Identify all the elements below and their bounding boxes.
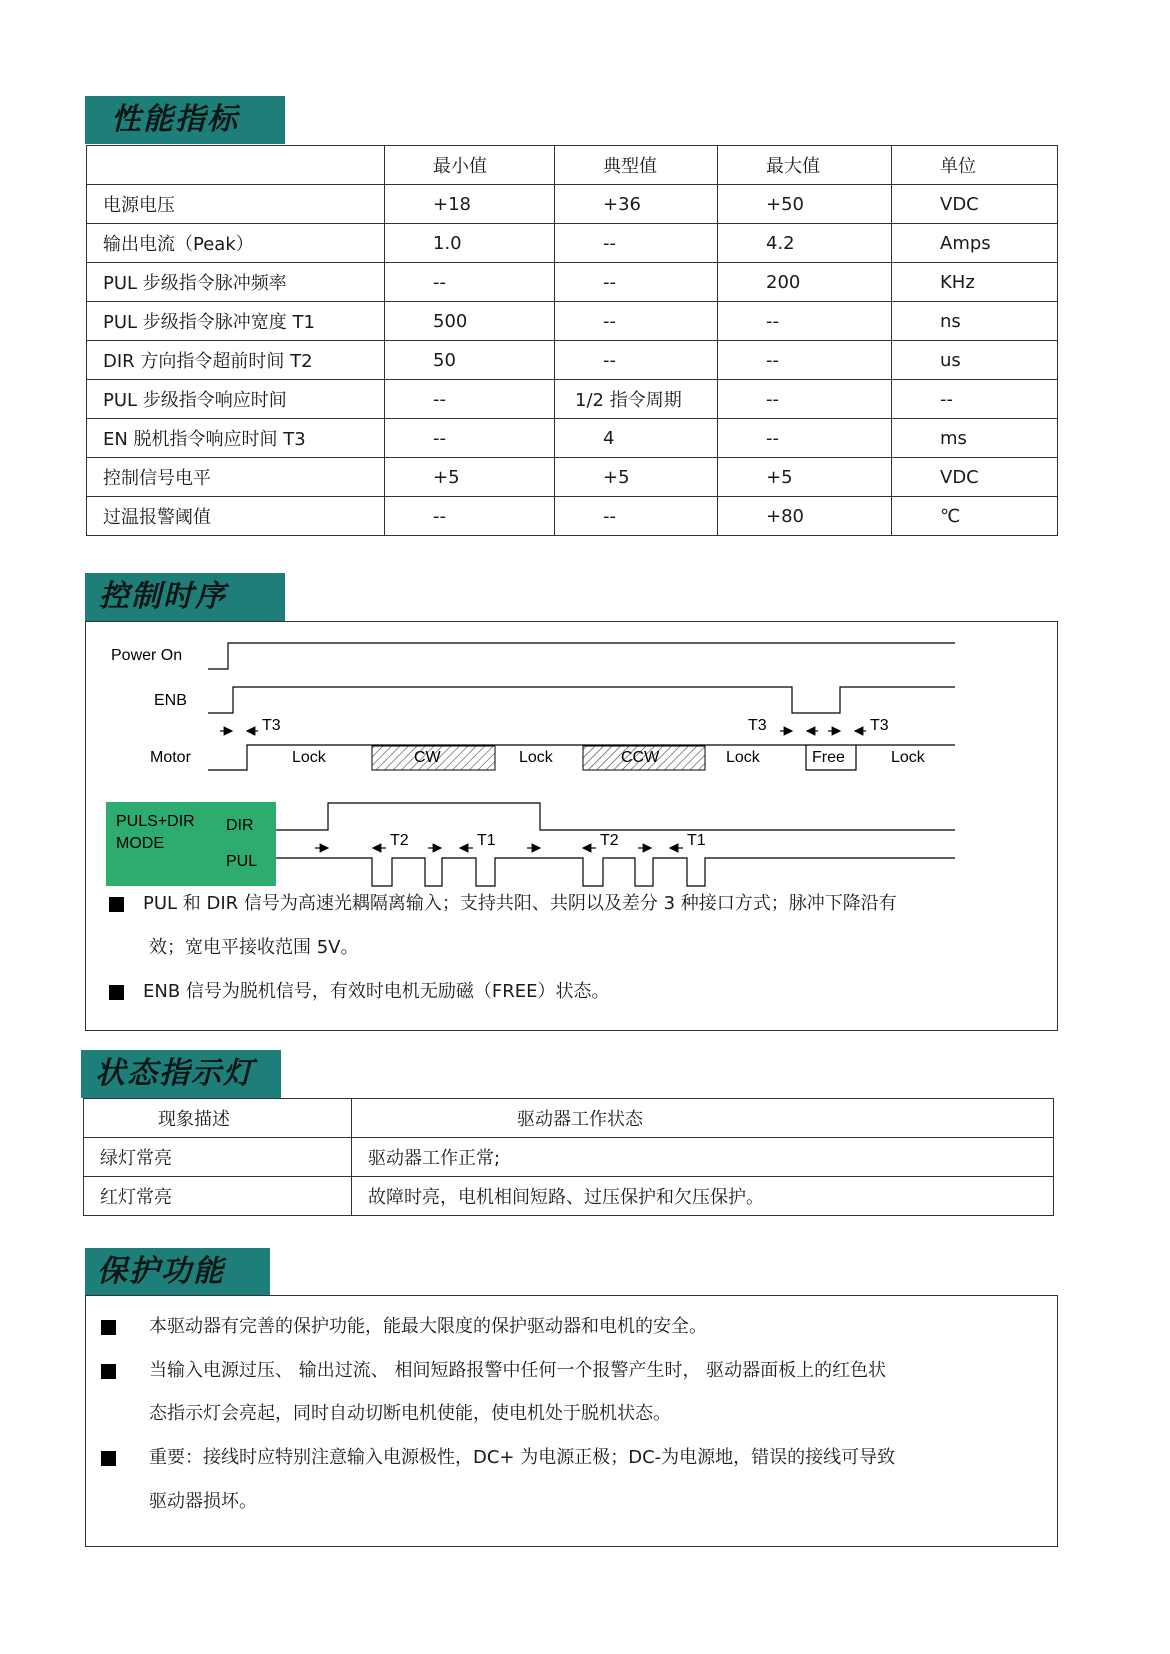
t2-label: T2 <box>390 832 409 849</box>
table-cell: -- <box>555 341 718 380</box>
power-on-label: Power On <box>111 647 183 664</box>
table-cell: KHz <box>892 263 1058 302</box>
free-label: Free <box>812 749 845 766</box>
table-cell: 1/2 指令周期 <box>555 380 718 419</box>
table-cell: -- <box>718 341 892 380</box>
table-cell: +5 <box>555 458 718 497</box>
table-cell: -- <box>555 497 718 536</box>
protection-text: 当输入电源过压、 输出过流、 相间短路报警中任何一个报警产生时， 驱动器面板上的红色状 <box>149 1360 887 1381</box>
section-title-indicator: 状态指示灯 <box>81 1050 281 1098</box>
table-cell: DIR 方向指令超前时间 T2 <box>87 341 385 380</box>
indicator-table <box>83 1098 1054 1216</box>
section-title-protection: 保护功能 <box>85 1248 270 1296</box>
t2-label: T2 <box>600 832 619 849</box>
table-cell: ns <box>892 302 1058 341</box>
table-cell: -- <box>385 263 555 302</box>
protection-text: 态指示灯会亮起，同时自动切断电机使能，使电机处于脱机状态。 <box>149 1403 671 1424</box>
header-cell: 最小值 <box>385 146 555 185</box>
table-cell: us <box>892 341 1058 380</box>
table-cell: 1.0 <box>385 224 555 263</box>
table-cell: +5 <box>385 458 555 497</box>
table-cell: -- <box>385 380 555 419</box>
table-header-row <box>84 1099 1054 1138</box>
table-cell: EN 脱机指令响应时间 T3 <box>87 419 385 458</box>
table-cell: -- <box>892 380 1058 419</box>
lock-label: Lock <box>891 749 925 766</box>
table-cell: ms <box>892 419 1058 458</box>
table-cell: 红灯常亮 <box>84 1177 352 1216</box>
table-cell: -- <box>718 302 892 341</box>
enb-label: ENB <box>154 692 187 709</box>
bullet-icon <box>101 1320 116 1335</box>
table-cell: 200 <box>718 263 892 302</box>
timing-note: PUL 和 DIR 信号为高速光耦隔离输入；支持共阳、共阴以及差分 3 种接口方式；脉冲下降沿有 <box>143 893 897 914</box>
table-cell: +18 <box>385 185 555 224</box>
table-cell: 过温报警阈值 <box>87 497 385 536</box>
t3-label: T3 <box>262 717 281 734</box>
bullet-icon <box>109 985 124 1000</box>
table-cell: +80 <box>718 497 892 536</box>
timing-note: ENB 信号为脱机信号，有效时电机无励磁（FREE）状态。 <box>143 981 610 1002</box>
table-cell: +36 <box>555 185 718 224</box>
protection-text: 重要：接线时应特别注意输入电源极性，DC+ 为电源正极；DC-为电源地，错误的接线可导致 <box>149 1447 896 1468</box>
section-title-timing: 控制时序 <box>85 573 285 621</box>
table-cell: 500 <box>385 302 555 341</box>
table-cell: -- <box>555 263 718 302</box>
table-cell: 50 <box>385 341 555 380</box>
table-cell: 绿灯常亮 <box>84 1138 352 1177</box>
table-row <box>84 1177 1054 1216</box>
pul-label: PUL <box>226 853 258 870</box>
dir-label: DIR <box>226 817 254 834</box>
table-cell: VDC <box>892 185 1058 224</box>
table-cell: PUL 步级指令脉冲宽度 T1 <box>87 302 385 341</box>
bullet-icon <box>101 1451 116 1466</box>
timing-note: 效；宽电平接收范围 5V。 <box>149 937 359 958</box>
power-on-signal <box>208 643 955 669</box>
t3-label: T3 <box>748 717 767 734</box>
motor-label: Motor <box>150 749 191 766</box>
table-cell: -- <box>555 302 718 341</box>
table-cell: Amps <box>892 224 1058 263</box>
protection-text: 本驱动器有完善的保护功能，能最大限度的保护驱动器和电机的安全。 <box>149 1316 707 1337</box>
table-cell: -- <box>718 419 892 458</box>
protection-text: 驱动器损坏。 <box>149 1491 257 1512</box>
table-cell: 输出电流（Peak） <box>87 224 385 263</box>
table-cell: 故障时亮，电机相间短路、过压保护和欠压保护。 <box>352 1177 1054 1216</box>
table-cell: 4.2 <box>718 224 892 263</box>
table-cell: 驱动器工作正常; <box>352 1138 1054 1177</box>
bullet-icon <box>101 1364 116 1379</box>
enb-signal <box>208 687 955 713</box>
ccw-label: CCW <box>621 749 660 766</box>
table-cell: VDC <box>892 458 1058 497</box>
lock-label: Lock <box>726 749 760 766</box>
table-cell: 4 <box>555 419 718 458</box>
table-cell: -- <box>718 380 892 419</box>
section-title-performance: 性能指标 <box>85 96 285 144</box>
table-cell: 控制信号电平 <box>87 458 385 497</box>
t3-label: T3 <box>870 717 889 734</box>
bullet-icon <box>109 897 124 912</box>
table-cell: PUL 步级指令响应时间 <box>87 380 385 419</box>
dir-signal <box>276 803 955 830</box>
t1-label: T1 <box>687 832 706 849</box>
header-cell: 最大值 <box>718 146 892 185</box>
table-cell: PUL 步级指令脉冲频率 <box>87 263 385 302</box>
table-cell: -- <box>555 224 718 263</box>
header-cell: 驱动器工作状态 <box>352 1099 1054 1138</box>
mode-label: PULS+DIR <box>116 813 195 830</box>
lock-label: Lock <box>292 749 326 766</box>
table-cell: +5 <box>718 458 892 497</box>
mode-label: MODE <box>116 835 164 852</box>
table-cell: 电源电压 <box>87 185 385 224</box>
t1-label: T1 <box>477 832 496 849</box>
table-cell: -- <box>385 419 555 458</box>
table-cell: +50 <box>718 185 892 224</box>
header-cell: 现象描述 <box>84 1099 352 1138</box>
header-cell: 典型值 <box>555 146 718 185</box>
lock-label: Lock <box>519 749 553 766</box>
header-cell: 单位 <box>892 146 1058 185</box>
cw-label: CW <box>414 749 441 766</box>
table-cell: ℃ <box>892 497 1058 536</box>
table-cell: -- <box>385 497 555 536</box>
table-row <box>84 1138 1054 1177</box>
